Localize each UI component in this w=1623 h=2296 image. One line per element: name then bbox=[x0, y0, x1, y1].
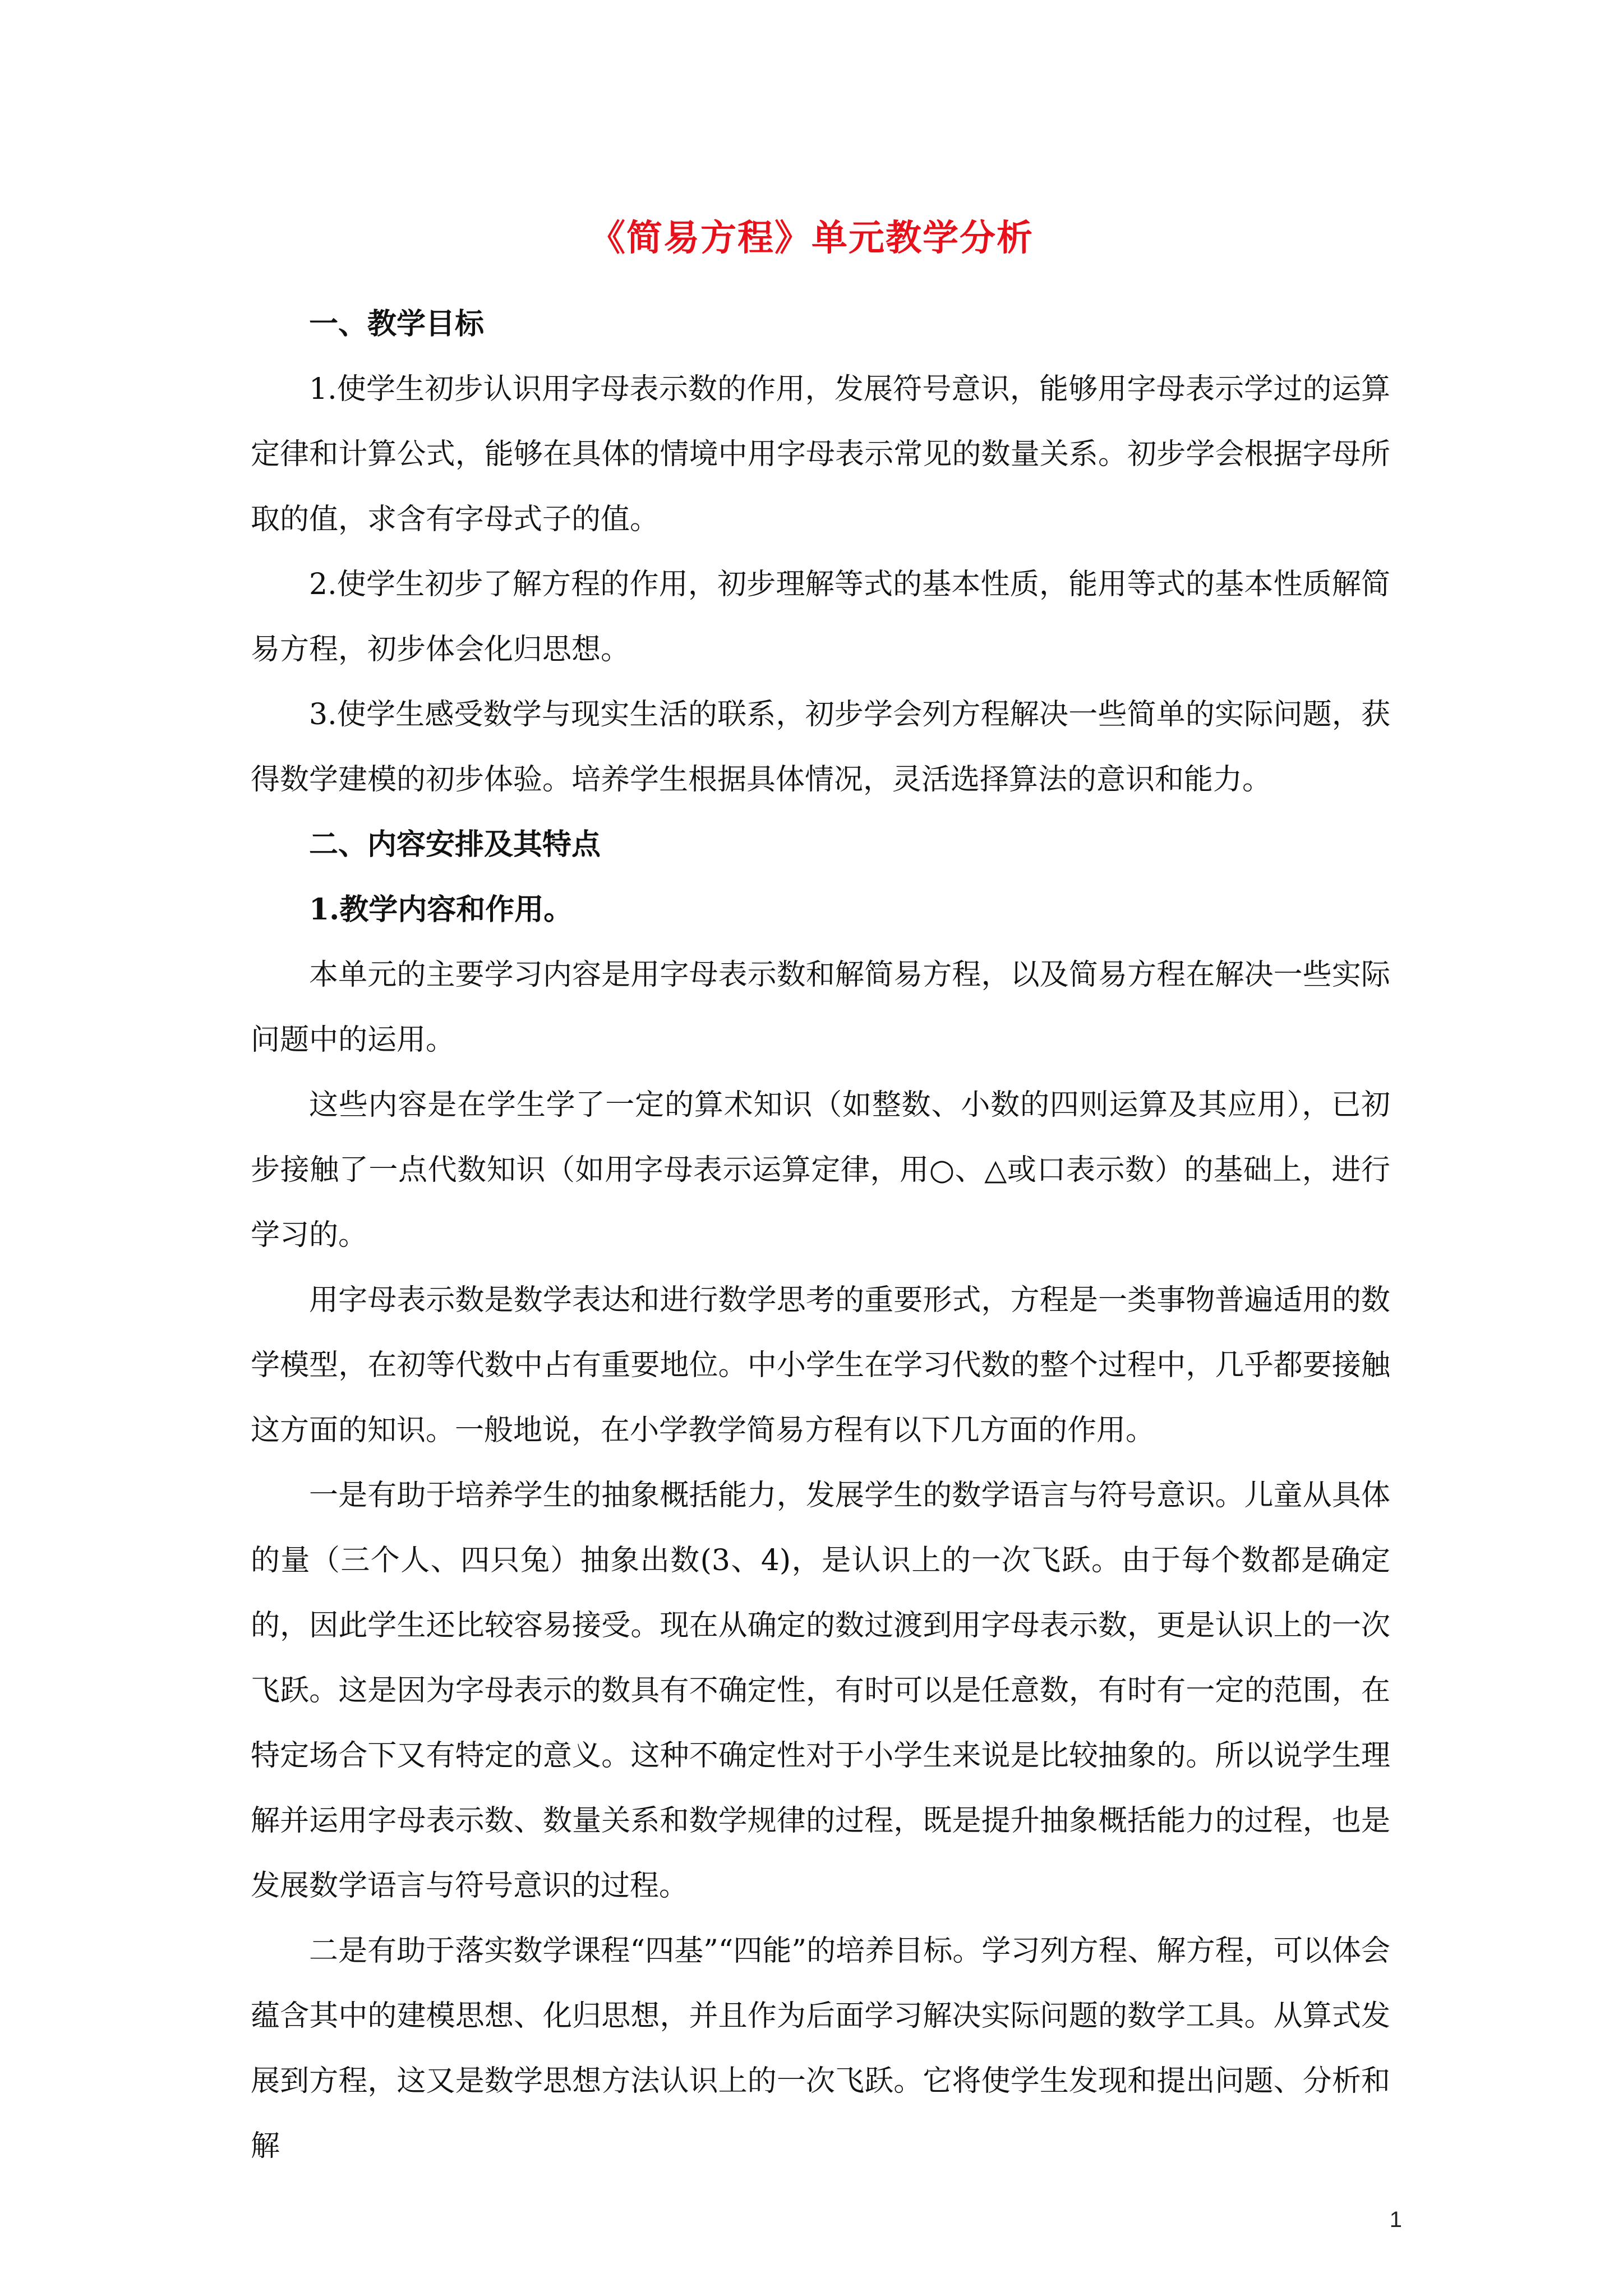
document-title: 《简易方程》单元教学分析 bbox=[589, 217, 1034, 259]
paragraph: 用字母表示数是数学表达和进行数学思考的重要形式，方程是一类事物普遍适用的数学模型，在初等代数中占有重要地位。中小学生在学习代数的整个过程中，几乎都要接触这方面的知识。一般地说，在小学教学简易方程有以下几方面的作用。 bbox=[251, 1283, 1390, 1447]
paragraph: 一是有助于培养学生的抽象概括能力，发展学生的数学语言与符号意识。儿童从具体的量（三个人、四只兔）抽象出数(3、4)，是认识上的一次飞跃。由于每个数都是确定的，因此学生还比较容易接受。现在从确定的数过渡到用字母表示数，更是认识上的一次飞跃。这是因为字母表示的数具有不确定性，有时可以是任意数，有时有一定的范围，在特定场合下又有特定的意义。这种不确定性对于小学生来说是比较抽象的。所以说学生理解并运用字母表示数、数量关系和数学规律的过程，既是提升抽象概括能力的过程，也是发展数学语言与符号意识的过程。 bbox=[251, 1479, 1390, 1903]
paragraph: 二是有助于落实数学课程“四基”“四能”的培养目标。学习列方程、解方程，可以体会蕴含其中的建模思想、化归思想，并且作为后面学习解决实际问题的数学工具。从算式发展到方程，这又是数学思想方法认识上的一次飞跃。它将使学生发现和提出问题、分析和解 bbox=[251, 1934, 1390, 2163]
paragraph: 3.使学生感受数学与现实生活的联系，初步学会列方程解决一些简单的实际问题，获得数学建模的初步体验。培养学生根据具体情况，灵活选择算法的意识和能力。 bbox=[251, 698, 1390, 797]
subsection-heading: 1.教学内容和作用。 bbox=[309, 892, 573, 927]
paragraph: 2.使学生初步了解方程的作用，初步理解等式的基本性质，能用等式的基本性质解简易方程，初步体会化归思想。 bbox=[251, 568, 1390, 666]
paragraph: 本单元的主要学习内容是用字母表示数和解简易方程，以及简易方程在解决一些实际问题中的运用。 bbox=[251, 958, 1390, 1057]
paragraph: 1.使学生初步认识用字母表示数的作用，发展符号意识，能够用字母表示学过的运算定律和计算公式，能够在具体的情境中用字母表示常见的数量关系。初步学会根据字母所取的值，求含有字母式子的值。 bbox=[251, 372, 1390, 536]
section-heading-objectives: 一、教学目标 bbox=[309, 307, 485, 341]
document-body bbox=[251, 292, 1390, 2179]
paragraph: 这些内容是在学生学了一定的算术知识（如整数、小数的四则运算及其应用），已初步接触了一点代数知识（如用字母表示运算定律，用○、△或口表示数）的基础上，进行学习的。 bbox=[251, 1088, 1390, 1252]
page-number: 1 bbox=[1389, 2207, 1402, 2232]
section-heading-content: 二、内容安排及其特点 bbox=[309, 827, 601, 862]
